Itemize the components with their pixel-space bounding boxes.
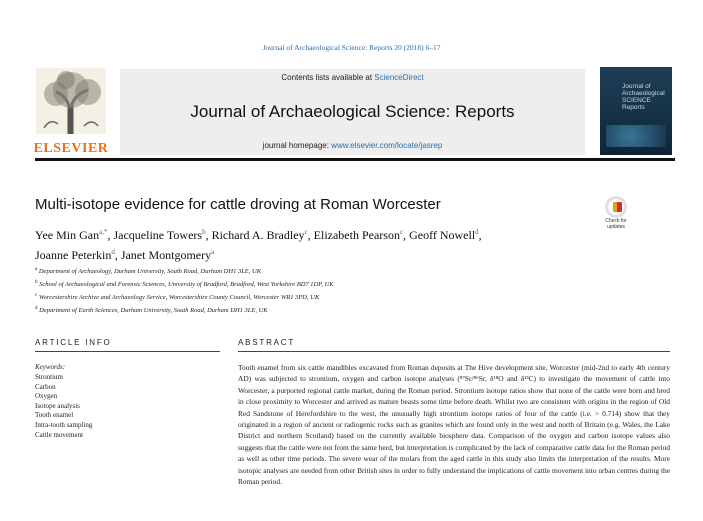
abstract-rule	[238, 351, 670, 352]
paper-title: Multi-isotope evidence for cattle droving at Roman Worcester	[35, 196, 441, 213]
check-updates-line2: updates	[607, 223, 625, 230]
author-sep: ,	[114, 248, 121, 262]
elsevier-tree-icon	[36, 68, 106, 134]
affiliation	[35, 304, 635, 317]
publisher-name: ELSEVIER	[33, 141, 109, 156]
author-list	[35, 224, 595, 264]
homepage-link[interactable]: www.elsevier.com/locate/jasrep	[331, 141, 443, 150]
affiliation-text: Department of Earth Sciences, Durham University, South Road, Durham DH1 3LE, UK	[39, 306, 268, 314]
abstract-heading: ABSTRACT	[238, 338, 296, 347]
author-sep: ,	[478, 228, 482, 242]
affiliations	[35, 265, 635, 316]
affiliation-sup: a	[35, 267, 38, 272]
journal-cover-image[interactable]	[600, 67, 672, 155]
author-sup[interactable]: d	[475, 228, 479, 236]
keywords-list	[35, 373, 92, 440]
affiliation	[35, 278, 635, 291]
author-sup[interactable]: c	[304, 228, 308, 236]
journal-title: Journal of Archaeological Science: Reports	[190, 102, 515, 121]
author-name: Jacqueline Towers	[113, 228, 203, 242]
cover-artwork	[606, 125, 666, 147]
author-sup[interactable]: a,*	[99, 228, 108, 236]
affiliation	[35, 265, 635, 278]
elsevier-logo[interactable]	[30, 68, 112, 154]
keyword: Tooth enamel	[35, 411, 74, 420]
keyword: Intra-tooth sampling	[35, 420, 93, 429]
keyword: Strontium	[35, 373, 64, 381]
cover-text-2: Archaeological	[622, 90, 665, 97]
check-updates-line1: Check for	[605, 218, 627, 224]
check-updates-icon	[605, 196, 627, 218]
keywords-label: Keywords:	[35, 363, 66, 371]
author-sup[interactable]: d	[111, 248, 115, 256]
affiliation-text: Department of Archaeology, Durham University, South Road, Durham DH1 3LE, UK	[38, 268, 262, 276]
cover-title	[622, 83, 665, 111]
author-sep: ,	[307, 228, 314, 242]
keyword: Oxygen	[35, 392, 58, 401]
author[interactable]	[35, 228, 107, 242]
contents-line	[120, 73, 585, 82]
affiliation-sup: d	[35, 305, 38, 311]
author-sup[interactable]: b	[202, 228, 206, 236]
author[interactable]	[314, 228, 403, 242]
author-name: Yee Min Gan	[35, 228, 100, 242]
keyword: Carbon	[35, 382, 56, 391]
cover-text-1: Journal of	[622, 83, 651, 90]
journal-citation: Journal of Archaeological Science: Reports 20 (2018) 6–17	[262, 43, 441, 52]
abstract-text: Tooth enamel from six cattle mandibles excavated from Roman deposits at The Hive development site, Worcester (mid-2nd to early 4th century AD) was subjected to strontium, oxygen and carbon isotope analyses (⁸⁷Sr/⁸⁶Sr, δ¹⁸O and δ¹³C) to investigate the movement of cattle into Worcester, a purported regional cattle market, during the Roman period. Strontium isotope ratios show that none of the cattle were born and bred in close proximity to Worcester and arrived as mature beasts some time before death. Whilst two are consistent with origins in the region of Old Red Sandstone of Herefordshire to the west, the unusually high strontium isotope ratios of four of the cattle (i.e. > 0.714) show that they originated in a region of ancient or radiogenic rocks such as granites which are found only in the west and north of Britain (e.g. Wales, the Lake District and northern Scotland) based on the currently available biosphere data. Comparison of the oxygen and carbon isotope values also suggests that the cattle were not from the same herd, but interpretation is complicated by the lack of comparative cattle data for the Roman period as well as other time periods. The severe wear of the molars from the aged cattle in this study also limits the interpretation of the results. More isotopic analyses are needed from other British sites in order to fully understand the implications of cattle movement into urban centres during the Roman period.	[238, 363, 670, 487]
affiliation-sup: b	[35, 279, 38, 285]
author[interactable]	[212, 228, 308, 242]
author-sep: ,	[107, 228, 114, 242]
author-name: Elizabeth Pearson	[313, 228, 400, 242]
author-sup[interactable]: a	[211, 248, 215, 256]
cover-text-4: Reports	[622, 104, 645, 111]
homepage-prefix: journal homepage:	[262, 141, 332, 150]
author-sep: ,	[205, 228, 212, 242]
sciencedirect-link[interactable]: ScienceDirect	[374, 73, 424, 82]
keyword: Isotope analysis	[35, 401, 80, 410]
keyword: Cattle movement	[35, 430, 84, 439]
author-name: Richard A. Bradley	[211, 228, 305, 242]
affiliation-sup: c	[35, 292, 38, 298]
cover-text-3: SCIENCE	[622, 97, 651, 104]
homepage-line	[120, 141, 585, 150]
article-info-heading: ARTICLE INFO	[35, 338, 112, 347]
author[interactable]	[113, 228, 205, 242]
author-name: Janet Montgomery	[120, 248, 212, 262]
author-name: Geoff Nowell	[409, 228, 476, 242]
journal-header	[120, 69, 585, 155]
contents-prefix: Contents lists available at	[281, 73, 375, 82]
header-divider	[35, 158, 675, 161]
author[interactable]	[409, 228, 479, 242]
author[interactable]	[35, 248, 115, 262]
affiliation-text: Worcestershire Archive and Archaeology Service, Worcestershire County Council, Worcester WR1 3PD, UK	[38, 293, 320, 301]
author-sup[interactable]: c	[399, 228, 404, 236]
author-sep: ,	[403, 228, 410, 242]
affiliation-text: School of Archaeological and Forensic Sciences, University of Bradford, Bradford, West Yorkshire BD7 1DP, UK	[39, 281, 334, 289]
check-for-updates-button[interactable]	[598, 196, 634, 236]
check-updates-label	[598, 219, 634, 230]
author[interactable]	[121, 248, 214, 262]
affiliation	[35, 291, 635, 304]
author-name: Joanne Peterkin	[35, 248, 112, 262]
article-info-rule	[35, 351, 220, 352]
